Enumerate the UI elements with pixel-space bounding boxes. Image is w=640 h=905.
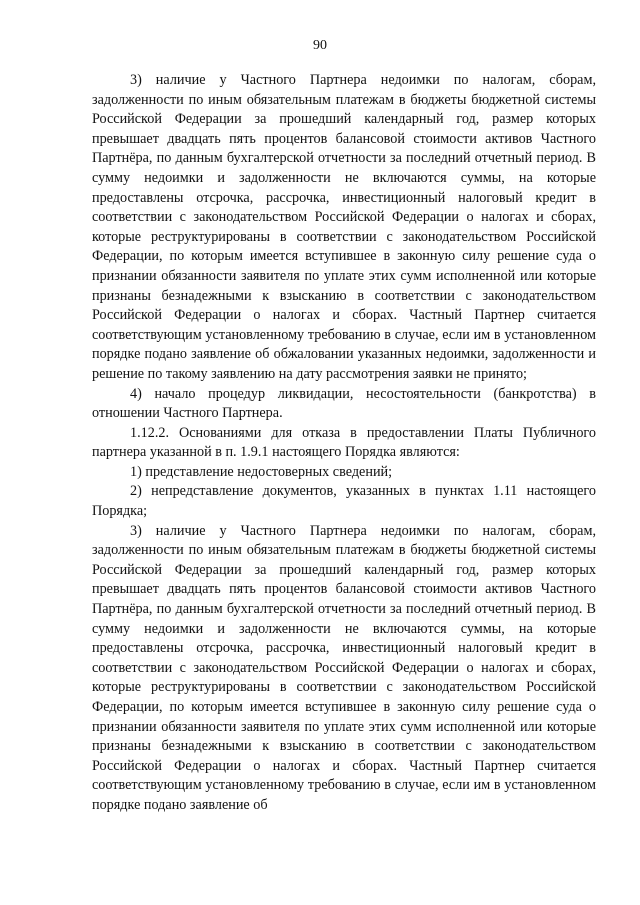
paragraph-item-2: 2) непредставление документов, указанных в пунктах 1.11 настоящего Порядка; xyxy=(92,483,596,520)
page-number: 90 xyxy=(313,38,327,53)
paragraph-item-1: 1) представление недостоверных сведений; xyxy=(130,463,393,480)
document-body xyxy=(92,71,596,816)
paragraph-section-1-12-2: 1.12.2. Основаниями для отказа в предоставлении Платы Публичного партнера указанной в п. 1.9.1 настоящего Порядка являются: xyxy=(92,424,596,461)
paragraph-item-4: 4) начало процедур ликвидации, несостоятельности (банкротства) в отношении Частного Партнера. xyxy=(92,385,596,422)
paragraph-item-3-first: 3) наличие у Частного Партнера недоимки по налогам, сборам, задолженности по иным обязательным платежам в бюджеты бюджетной системы Российской Федерации за прошедший календарный год, размер которых превышает двадцать пять процентов балансовой стоимости активов Частного Партнёра, по данным бухгалтерской отчетности за последний отчетный период. В сумму недоимки и задолженности не включаются суммы, на которые предоставлены отсрочка, рассрочка, инвестиционный налоговый кредит в соответствии с законодательством Российской Федерации о налогах и сборах, которые реструктурированы в соответствии с законодательством Российской Федерации, по которым имеется вступившее в законную силу решение суда о признании обязанности заявителя по уплате этих сумм исполненной или которые признаны безнадежными к взысканию в соответствии с законодательством Российской Федерации о налогах и сборах. Частный Партнер считается соответствующим установленному требованию в случае, если им в установленном порядке подано заявление об обжаловании указанных недоимки, задолженности и решение по такому заявлению на дату рассмотрения заявки не принято; xyxy=(92,72,596,382)
paragraph-item-3-second: 3) наличие у Частного Партнера недоимки по налогам, сборам, задолженности по иным обязательным платежам в бюджеты бюджетной системы Российской Федерации за прошедший календарный год, размер которых превышает двадцать пять процентов балансовой стоимости активов Частного Партнёра, по данным бухгалтерской отчетности за последний отчетный период. В сумму недоимки и задолженности не включаются суммы, на которые предоставлены отсрочка, рассрочка, инвестиционный налоговый кредит в соответствии с законодательством Российской Федерации о налогах и сборах, которые реструктурированы в соответствии с законодательством Российской Федерации, по которым имеется вступившее в законную силу решение суда о признании обязанности заявителя по уплате этих сумм исполненной или которые признаны безнадежными к взысканию в соответствии с законодательством Российской Федерации о налогах и сборах. Частный Партнер считается соответствующим установленному требованию в случае, если им в установленном порядке подано заявление об xyxy=(92,522,596,813)
